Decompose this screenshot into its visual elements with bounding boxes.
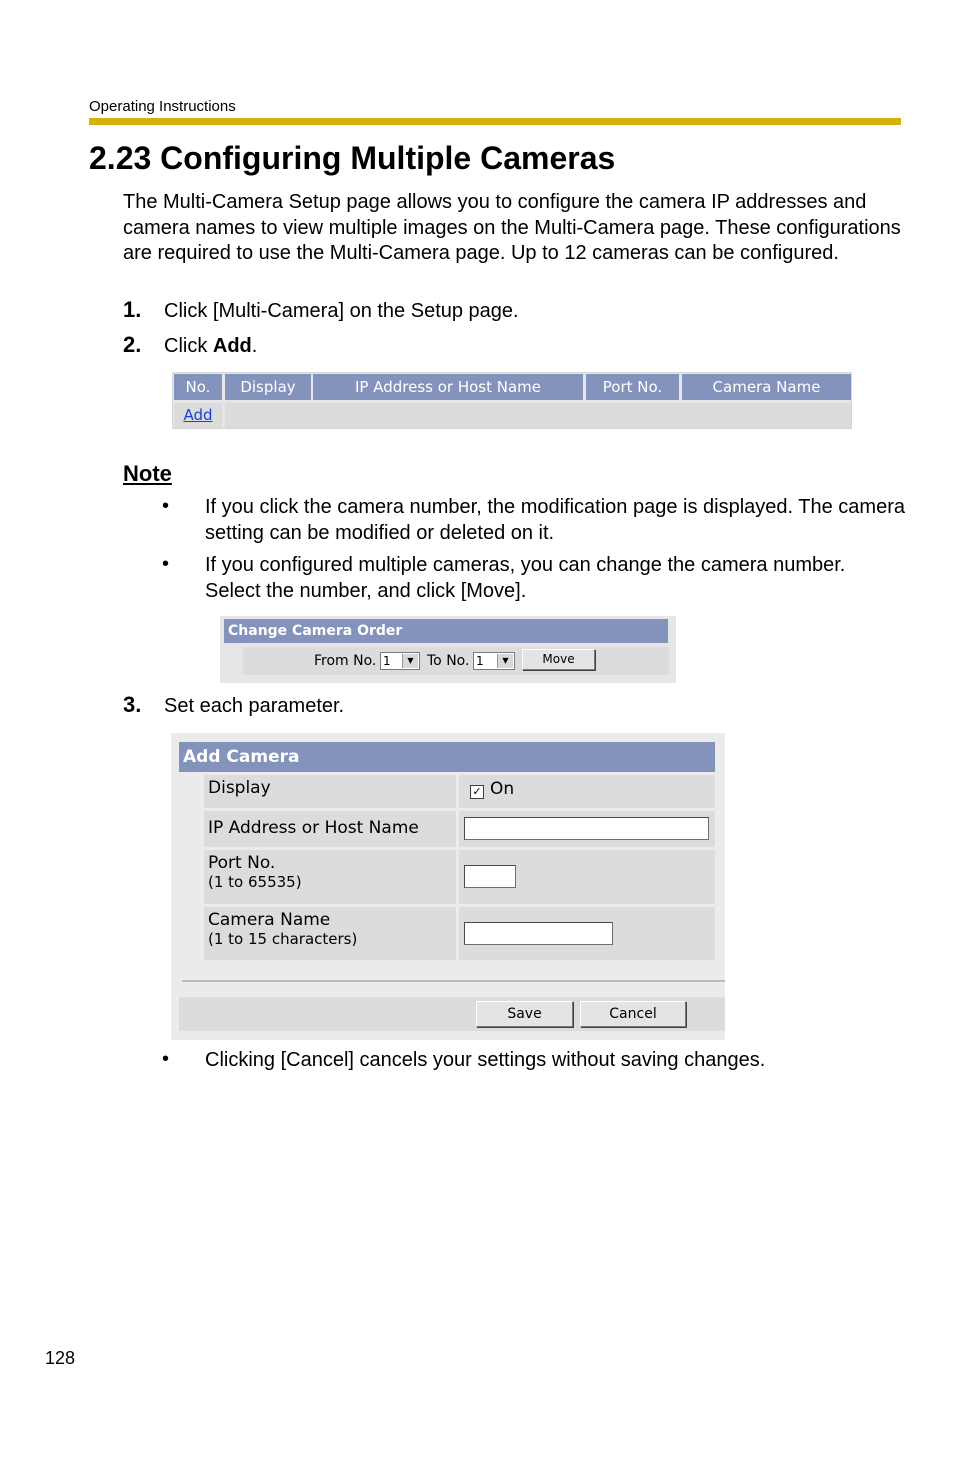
display-on-label: On xyxy=(490,779,515,799)
note-bullet-1: If you click the camera number, the modification page is displayed. The camera setting can be modified or deleted on it. xyxy=(205,496,905,544)
port-no-hint: (1 to 65535) xyxy=(208,873,302,891)
cancel-button[interactable]: Cancel xyxy=(580,1001,686,1027)
port-no-row xyxy=(204,850,715,904)
page-number: 128 xyxy=(45,1348,76,1368)
step-2-text xyxy=(164,335,257,358)
port-no-label xyxy=(204,850,456,904)
ip-address-value xyxy=(459,811,715,847)
ip-address-label-text: IP Address or Host Name xyxy=(208,818,419,838)
port-no-label-text: Port No. xyxy=(208,853,276,873)
camera-name-value xyxy=(459,907,715,960)
ip-address-row xyxy=(204,811,715,847)
bullet-symbol: • xyxy=(162,1048,170,1070)
camera-name-hint: (1 to 15 characters) xyxy=(208,930,358,948)
port-no-input[interactable] xyxy=(464,865,516,888)
ip-address-input[interactable] xyxy=(464,817,709,840)
from-no-select[interactable] xyxy=(380,652,420,670)
add-camera-divider xyxy=(182,980,725,982)
step-2-number: 2. xyxy=(123,332,142,357)
step-1-text: Click [Multi-Camera] on the Setup page. xyxy=(164,300,519,322)
step-1-number: 1. xyxy=(123,297,142,322)
add-camera-title: Add Camera xyxy=(179,742,715,772)
move-button[interactable]: Move xyxy=(522,649,595,670)
camera-list-table xyxy=(172,372,852,429)
intro-paragraph: The Multi-Camera Setup page allows you to configure the camera IP addresses and camera names to view multiple images on the Multi-Camera page. These configurations are required to use the Multi-Camera page. Up to 12 cameras can be configured. xyxy=(123,191,901,264)
port-no-value xyxy=(459,850,715,904)
section-title: 2.23 Configuring Multiple Cameras xyxy=(89,140,616,176)
running-header: Operating Instructions xyxy=(89,98,236,115)
from-no-label: From No. xyxy=(314,653,377,669)
bullet-symbol: • xyxy=(162,495,170,517)
bullet-symbol: • xyxy=(162,553,170,575)
column-header-camera-name: Camera Name xyxy=(682,374,851,400)
note-bullet-2: If you configured multiple cameras, you can change the camera number. Select the number, and click [Move]. xyxy=(205,554,846,602)
note-heading: Note xyxy=(123,461,172,486)
camera-name-row xyxy=(204,907,715,960)
change-camera-order-row xyxy=(243,647,669,675)
add-camera-footer xyxy=(179,997,725,1031)
dropdown-arrow-icon: ▼ xyxy=(402,654,418,668)
step-3-number: 3. xyxy=(123,692,142,717)
empty-list-row xyxy=(225,403,851,428)
cancel-note-bullet: Clicking [Cancel] cancels your settings without saving changes. xyxy=(205,1049,766,1071)
display-row xyxy=(204,775,715,808)
camera-name-label-text: Camera Name xyxy=(208,910,331,930)
ip-address-label xyxy=(204,811,456,847)
display-value xyxy=(459,775,715,808)
change-camera-order-title: Change Camera Order xyxy=(224,619,668,643)
save-button[interactable]: Save xyxy=(476,1001,573,1027)
to-no-select[interactable] xyxy=(473,652,515,670)
display-label xyxy=(204,775,456,808)
to-no-value: 1 xyxy=(476,654,484,668)
step-3-text: Set each parameter. xyxy=(164,695,345,717)
camera-name-input[interactable] xyxy=(464,922,613,945)
step-2-text-pre: Click xyxy=(164,335,213,357)
header-rule xyxy=(89,118,901,125)
display-label-text: Display xyxy=(208,778,271,798)
from-no-value: 1 xyxy=(383,654,391,668)
column-header-display: Display xyxy=(225,374,311,400)
display-checkbox[interactable]: ✓ xyxy=(470,785,484,799)
to-no-label: To No. xyxy=(427,653,470,669)
camera-name-label xyxy=(204,907,456,960)
add-link[interactable]: Add xyxy=(174,403,222,428)
column-header-port-no: Port No. xyxy=(586,374,679,400)
step-2-text-bold: Add xyxy=(212,335,252,357)
step-2-text-post: . xyxy=(251,335,258,357)
column-header-no: No. xyxy=(174,374,222,400)
column-header-ip-address: IP Address or Host Name xyxy=(313,374,583,400)
dropdown-arrow-icon: ▼ xyxy=(497,654,513,668)
